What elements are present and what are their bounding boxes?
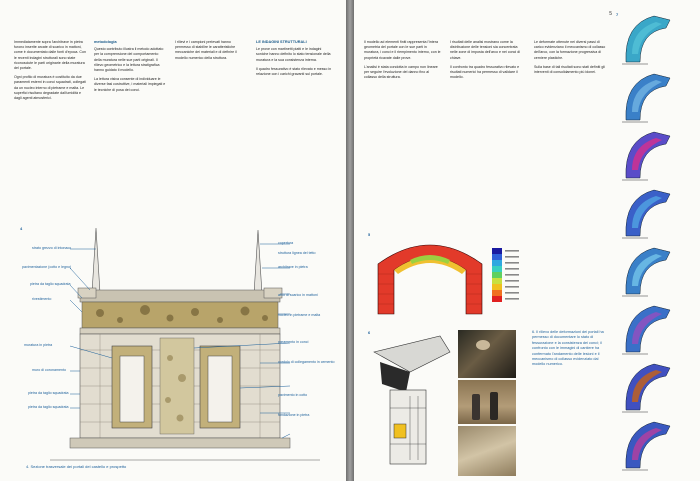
right-page: [354, 0, 700, 481]
legend-swatch: [492, 248, 502, 254]
paragraph: La lettura visiva consente di individuare le diverse fasi costruttive, i materiali impiegati e le tecniche di posa dei conci.: [94, 77, 166, 92]
site-photo-2: [458, 380, 516, 424]
drawing-label: pietra da taglio squadrata: [30, 282, 71, 286]
drawing-label: cordolo di collegamento in cemento: [278, 360, 335, 364]
legend-swatch: [492, 296, 502, 302]
drawing-label: nucleo in pietrame e malta: [278, 313, 321, 317]
paragraph: Immediatamente sopra l'architrave in pietra furono inserite arcate di scarico in mattoni, come è documentato dalle fonti d'epoca. Con le recenti indagini strutturali sono state riconosciute le parti originarie della muratura del portale.: [14, 40, 87, 71]
drawing-label: fondazione in pietra: [278, 413, 310, 417]
legend-tick-text: [505, 292, 519, 294]
deformed-arch-shape: [622, 248, 670, 296]
paragraph: Ogni profilo di muratura è costituito da due paramenti esterni in conci squadrati, collegati da un nucleo interno di pietrame e malta. Le superfici risultano degradate dall'umidità e dagli agenti atmosferici.: [14, 75, 86, 101]
drawing-label: arco di scarico in mattoni: [278, 293, 318, 297]
figure-number: 7: [616, 12, 619, 17]
legend-tick-text: [505, 274, 519, 276]
deformed-shapes-column: [618, 8, 698, 478]
figure-caption: 4. Sezione trasversale dei portali del castello e prospetto: [26, 464, 127, 469]
legend-tick-text: [505, 262, 519, 264]
section-heading: metodologia: [94, 40, 117, 44]
drawing-label: pietra da taglio squadrata: [28, 391, 69, 395]
drawing-label: strato grezzo di intonaco: [32, 246, 72, 250]
deformed-arch-shape: [622, 190, 670, 238]
drawing-label: paramento in conci: [278, 340, 309, 344]
drawing-label: struttura lignea del tetto: [278, 251, 316, 255]
right-text-column-3: [534, 40, 608, 79]
legend-tick-text: [505, 256, 519, 258]
drawing-label: architrave in pietra: [278, 265, 308, 269]
deformed-arch-shape: [622, 132, 670, 180]
deformed-arch-shape: [622, 16, 670, 64]
drawing-label: muro di coronamento: [32, 368, 66, 372]
paragraph: Il confronto tra quadro fessurativo rilevato e risultati numerici ha permesso di validare il modello.: [450, 64, 520, 80]
paragraph: L'analisi è stata condotta in campo non lineare per seguire l'evoluzione del danno fino al collasso della struttura.: [364, 64, 438, 80]
paragraph: I risultati delle analisi mostrano come la distribuzione delle tensioni sia concentrata nelle zone di imposta dell'arco e nei conci di chiave.: [450, 40, 521, 60]
drawing-label: muratura in pietra: [24, 343, 53, 347]
legend-tick-text: [505, 280, 519, 282]
drawing-label: rivestimento: [32, 297, 52, 301]
deformed-arch-shape: [622, 306, 670, 354]
legend-tick-text: [505, 268, 519, 270]
page-number: 5: [609, 11, 612, 17]
figure-caption: 6. Il rilievo delle deformazioni dei portali ha permesso di documentare lo stato di fessurazione e la consistenza dei conci; il confronto con le immagini di cantiere ha confermato l'andamento delle lesioni e il meccanismo di collasso evidenziato dal modello numerico.: [532, 330, 604, 367]
legend-tick-text: [505, 298, 519, 300]
paragraph: Le prove con martinetti piatti e le indagini soniche hanno definito lo stato tensionale della muratura e la sua consistenza interna.: [256, 47, 331, 62]
paragraph: Il modello ad elementi finiti rappresenta l'intera geometria del portale con le sue parti in muratura, i conci e il riempimento interno, con le proprietà ricavate dalle prove.: [364, 40, 441, 60]
legend-swatch: [492, 266, 502, 272]
drawing-label: copertura: [278, 241, 294, 245]
page-gutter: [346, 0, 354, 481]
left-text-column-1: [14, 40, 86, 105]
drawing-label: pietra da taglio squadrata: [28, 405, 69, 409]
left-page: [0, 0, 346, 481]
crack-survey-drawing: [370, 332, 454, 472]
deformed-arch-shape: [622, 74, 670, 122]
paragraph: Il quadro fessurativo è stato rilevato e messo in relazione con i carichi gravanti sul portale.: [256, 66, 332, 77]
legend-swatch: [492, 278, 502, 284]
figure-number: 5: [368, 232, 371, 237]
legend-swatch: [492, 254, 502, 260]
paragraph: Le deformate ottenute nei diversi passi di carico evidenziano il meccanismo di collasso dell'arco, con la formazione progressiva di cerniere plastiche.: [534, 40, 606, 60]
drawing-label: pavimento in cotto: [278, 393, 308, 397]
legend-tick-text: [505, 286, 519, 288]
site-photo-1: [458, 330, 516, 378]
deformed-arch-shape: [622, 364, 670, 412]
right-text-column-2: [450, 40, 526, 84]
paragraph: Sulla base di tali risultati sono stati definiti gli interventi di consolidamento più idonei.: [534, 64, 605, 75]
drawing-label: pavimentazione (cotto e legno): [22, 265, 72, 269]
legend-swatch: [492, 290, 502, 296]
legend-tick-text: [505, 250, 519, 252]
paragraph: I rilievi e i campioni prelevati hanno permesso di stabilire le caratteristiche meccaniche dei materiali e di definire il modello numerico della struttura.: [175, 40, 237, 60]
section-heading: LE INDAGINI STRUTTURALI: [256, 40, 307, 44]
left-text-column-4: [256, 40, 334, 81]
legend-swatch: [492, 284, 502, 290]
site-photo-3: [458, 426, 516, 476]
deformed-arch-shape: [622, 422, 670, 470]
paragraph: Questo contributo illustra il metodo adottato per la comprensione del comportamento della muratura nelle sue parti originali. Il rilievo geometrico e la lettura stratigrafica hanno guidato il modello.: [94, 47, 164, 73]
right-text-column-1: [364, 40, 442, 84]
legend-swatch: [492, 260, 502, 266]
fem-arch-model: [370, 234, 530, 320]
left-text-column-3: [175, 40, 247, 65]
figure-number: 6: [368, 330, 371, 335]
legend-swatch: [492, 272, 502, 278]
left-text-column-2: [94, 40, 166, 97]
figure-number: 4: [20, 226, 23, 231]
